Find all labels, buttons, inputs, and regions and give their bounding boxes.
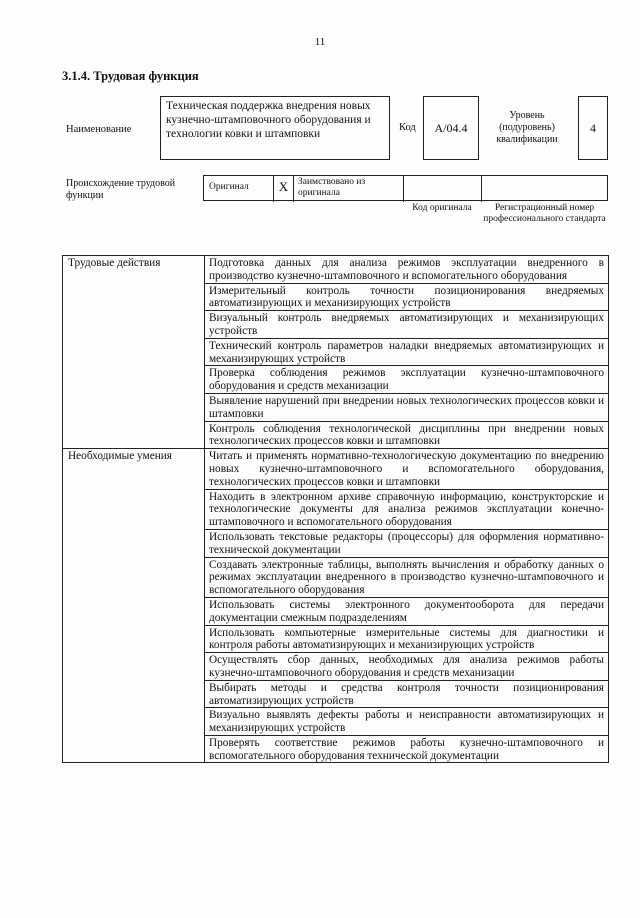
original-mark: X bbox=[274, 176, 294, 202]
code-value: А/04.4 bbox=[423, 96, 479, 160]
labor-action-text: Измерительный контроль точности позиционирования внедряемых автоматизирующих и механизирующих устройств bbox=[205, 283, 609, 311]
reg-number-caption: Регистрационный номер профессионального стандарта bbox=[483, 203, 606, 224]
skill-text: Использовать текстовые редакторы (процессоры) для оформления нормативно-технической документации bbox=[205, 529, 609, 557]
skill-text: Выбирать методы и средства контроля точности позиционирования автоматизирующих устройств bbox=[205, 680, 609, 708]
labor-action-text: Выявление нарушений при внедрении новых технологических процессов ковки и штамповки bbox=[205, 393, 609, 421]
reg-number-cell bbox=[482, 176, 607, 202]
section-title: 3.1.4. Трудовая функция bbox=[62, 69, 199, 83]
borrowed-label: Заимствовано из оригинала bbox=[294, 176, 404, 202]
level-label: Уровень (подуровень) квалификации bbox=[496, 110, 558, 145]
skill-category: Необходимые умения bbox=[63, 449, 205, 763]
function-details-table bbox=[62, 255, 609, 763]
level-value: 4 bbox=[578, 96, 608, 160]
labor-action-category: Трудовые действия bbox=[63, 256, 205, 449]
skill-text: Создавать электронные таблицы, выполнять вычисления и обработку данных о режимах эксплуатации внедренного в производство кузнечно-штамповочного и вспомогательного оборудования bbox=[205, 557, 609, 597]
skill-text: Визуально выявлять дефекты работы и неисправности автоматизирующих и механизирующих устройств bbox=[205, 708, 609, 736]
skill-text: Использовать системы электронного документооборота для передачи документации смежным подразделениям bbox=[205, 597, 609, 625]
code-label: Код bbox=[399, 122, 416, 133]
skill-text: Проверять соответствие режимов работы кузнечно-штамповочного и вспомогательного оборудования технической документации bbox=[205, 735, 609, 763]
table-row bbox=[63, 256, 609, 284]
skill-text: Осуществлять сбор данных, необходимых для анализа режимов работы кузнечно-штамповочного оборудования и средств механизации bbox=[205, 653, 609, 681]
origin-label: Происхождение трудовой функции bbox=[66, 178, 176, 201]
name-label: Наименование bbox=[66, 124, 132, 135]
labor-action-text: Визуальный контроль внедряемых автоматизирующих и механизирующих устройств bbox=[205, 311, 609, 339]
code-original-caption: Код оригинала bbox=[412, 203, 472, 213]
origin-table bbox=[203, 175, 608, 201]
original-label: Оригинал bbox=[204, 176, 274, 202]
function-name-box: Техническая поддержка внедрения новых кузнечно-штамповочного оборудования и технологии ковки и штамповки bbox=[160, 96, 390, 160]
skill-text: Находить в электронном архиве справочную информацию, конструкторские и технологические документы для анализа режимов эксплуатации конечно-штамповочного и вспомогательного оборудования bbox=[205, 489, 609, 529]
page-number: 11 bbox=[314, 36, 326, 48]
skill-text: Использовать компьютерные измерительные системы для диагностики и контроля работы автоматизирующих и механизирующих устройств bbox=[205, 625, 609, 653]
labor-action-text: Подготовка данных для анализа режимов эксплуатации внедренного в производство кузнечно-штамповочного и вспомогательного оборудования bbox=[205, 256, 609, 284]
skill-text: Читать и применять нормативно-технологическую документацию по внедрению новых кузнечно-штамповочного и вспомогательного оборудования, технологических процессов ковки и штамповки bbox=[205, 449, 609, 489]
labor-action-text: Контроль соблюдения технологической дисциплины при внедрении новых технологических процессов ковки и штамповки bbox=[205, 421, 609, 449]
labor-action-text: Проверка соблюдения режимов эксплуатации кузнечно-штамповочного оборудования и средств механизации bbox=[205, 366, 609, 394]
table-row bbox=[63, 449, 609, 489]
code-original-cell bbox=[404, 176, 482, 202]
labor-action-text: Технический контроль параметров наладки внедряемых автоматизирующих и механизирующих устройств bbox=[205, 338, 609, 366]
